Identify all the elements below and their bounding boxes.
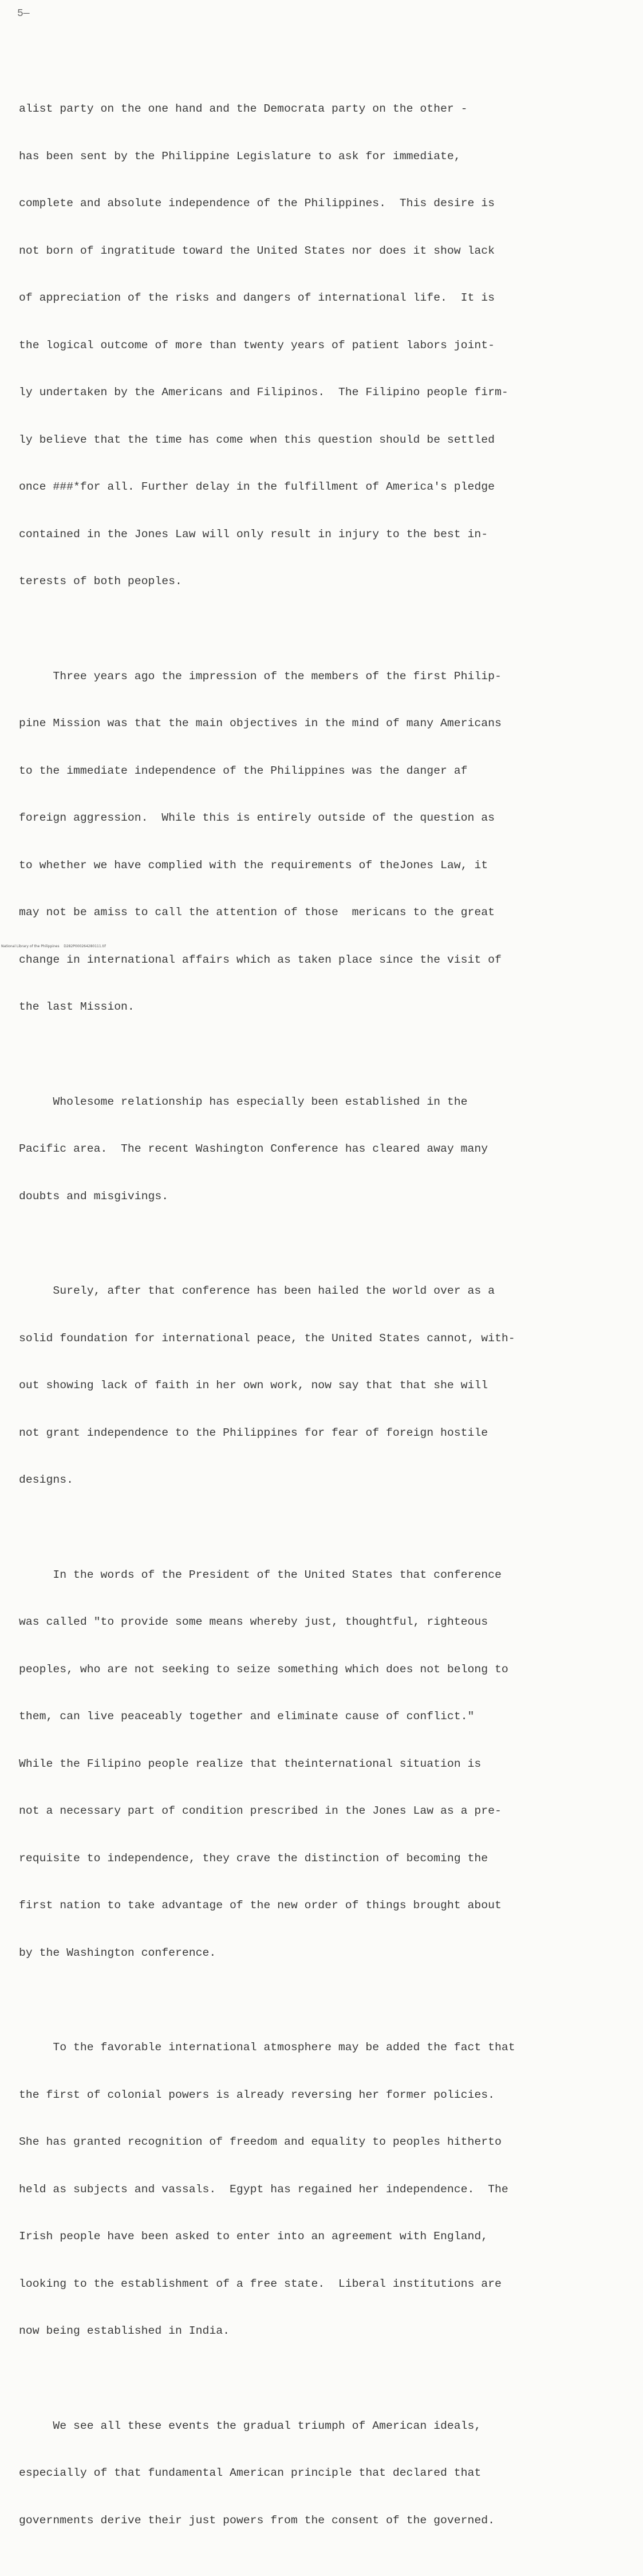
text-line: the first of colonial powers is already reversing her former policies.: [19, 2088, 495, 2101]
text-line: doubts and misgivings.: [19, 1189, 169, 1203]
text-line: Wholesome relationship has especially been established in the: [19, 1095, 468, 1108]
text-line: once ###*for all. Further delay in the fulfillment of America's pledge: [19, 480, 495, 493]
text-line: them, can live peaceably together and eliminate cause of conflict.": [19, 1710, 475, 1723]
text-line: now being established in India.: [19, 2325, 230, 2337]
text-line: contained in the Jones Law will only result in injury to the best in-: [19, 527, 488, 541]
page-number: 5—: [17, 8, 30, 19]
text-line: not grant independence to the Philippines for fear of foreign hostile: [19, 1426, 488, 1439]
text-line: solid foundation for international peace, the United States cannot, with-: [19, 1332, 515, 1345]
text-line: In the words of the President of the United States that conference: [19, 1568, 502, 1581]
text-line: the last Mission.: [19, 1001, 135, 1013]
text-line: held as subjects and vassals. Egypt has regained her independence. The: [19, 2183, 508, 2196]
paragraph-4: [19, 1252, 634, 1520]
text-line: foreign aggression. While this is entirely outside of the question as: [19, 812, 495, 824]
text-line: not born of ingratitude toward the United States nor does it show lack: [19, 244, 495, 257]
text-line: Three years ago the impression of the members of the first Philip-: [19, 669, 502, 683]
text-line: terests of both peoples.: [19, 575, 182, 588]
document-body: [19, 70, 634, 2576]
text-line: change in international affairs which as taken place since the visit of: [19, 953, 502, 966]
text-line: the logical outcome of more than twenty years of patient labors joint-: [19, 338, 495, 352]
text-line: looking to the establishment of a free state. Liberal institutions are: [19, 2277, 502, 2290]
text-line: ly believe that the time has come when this question should be settled: [19, 433, 495, 446]
paragraph-2: [19, 637, 634, 1047]
text-line: especially of that fundamental American principle that declared that: [19, 2467, 482, 2479]
text-line: requisite to independence, they crave the distinction of becoming the: [19, 1852, 488, 1865]
text-line: by the Washington conference.: [19, 1946, 216, 1959]
paragraph-7: [19, 2387, 634, 2561]
text-line: Pacific area. The recent Washington Conference has cleared away many: [19, 1143, 488, 1155]
text-line: She has granted recognition of freedom and equality to peoples hitherto: [19, 2136, 502, 2148]
text-line: To the favorable international atmosphere may be added the fact that: [19, 2041, 515, 2054]
text-line: has been sent by the Philippine Legislature to ask for immediate,: [19, 149, 461, 163]
text-line: We see all these events the gradual triumph of American ideals,: [19, 2419, 482, 2432]
text-line: may not be amiss to call the attention of those mericans to the great: [19, 906, 495, 919]
text-line: complete and absolute independence of the Philippines. This desire is: [19, 197, 495, 210]
text-line: alist party on the one hand and the Democrata party on the other -: [19, 103, 468, 115]
paragraph-6: [19, 2008, 634, 2371]
text-line: not a necessary part of condition prescribed in the Jones Law as a pre-: [19, 1805, 502, 1817]
text-line: governments derive their just powers from the consent of the governed.: [19, 2514, 495, 2527]
text-line: While the Filipino people realize that theinternational situation is: [19, 1757, 482, 1770]
archive-footer: National Library of the Philippines D282P000264280111.tif: [1, 944, 106, 948]
paragraph-5: [19, 1536, 634, 1993]
text-line: to the immediate independence of the Philippines was the danger af: [19, 764, 468, 777]
text-line: peoples, who are not seeking to seize something which does not belong to: [19, 1663, 508, 1676]
text-line: to whether we have complied with the requirements of theJones Law, it: [19, 858, 488, 872]
text-line: Surely, after that conference has been hailed the world over as a: [19, 1285, 495, 1297]
text-line: Irish people have been asked to enter into an agreement with England,: [19, 2230, 488, 2243]
text-line: ly undertaken by the Americans and Filipinos. The Filipino people firm-: [19, 386, 508, 399]
paragraph-1: [19, 70, 634, 621]
text-line: designs.: [19, 1474, 73, 1486]
text-line: out showing lack of faith in her own work, now say that that she will: [19, 1379, 488, 1392]
text-line: pine Mission was that the main objectives in the mind of many Americans: [19, 717, 502, 730]
text-line: first nation to take advantage of the new order of things brought about: [19, 1899, 502, 1912]
paragraph-3: [19, 1063, 634, 1236]
text-line: was called "to provide some means whereby just, thoughtful, righteous: [19, 1616, 488, 1628]
text-line: of appreciation of the risks and dangers of international life. It is: [19, 292, 495, 304]
